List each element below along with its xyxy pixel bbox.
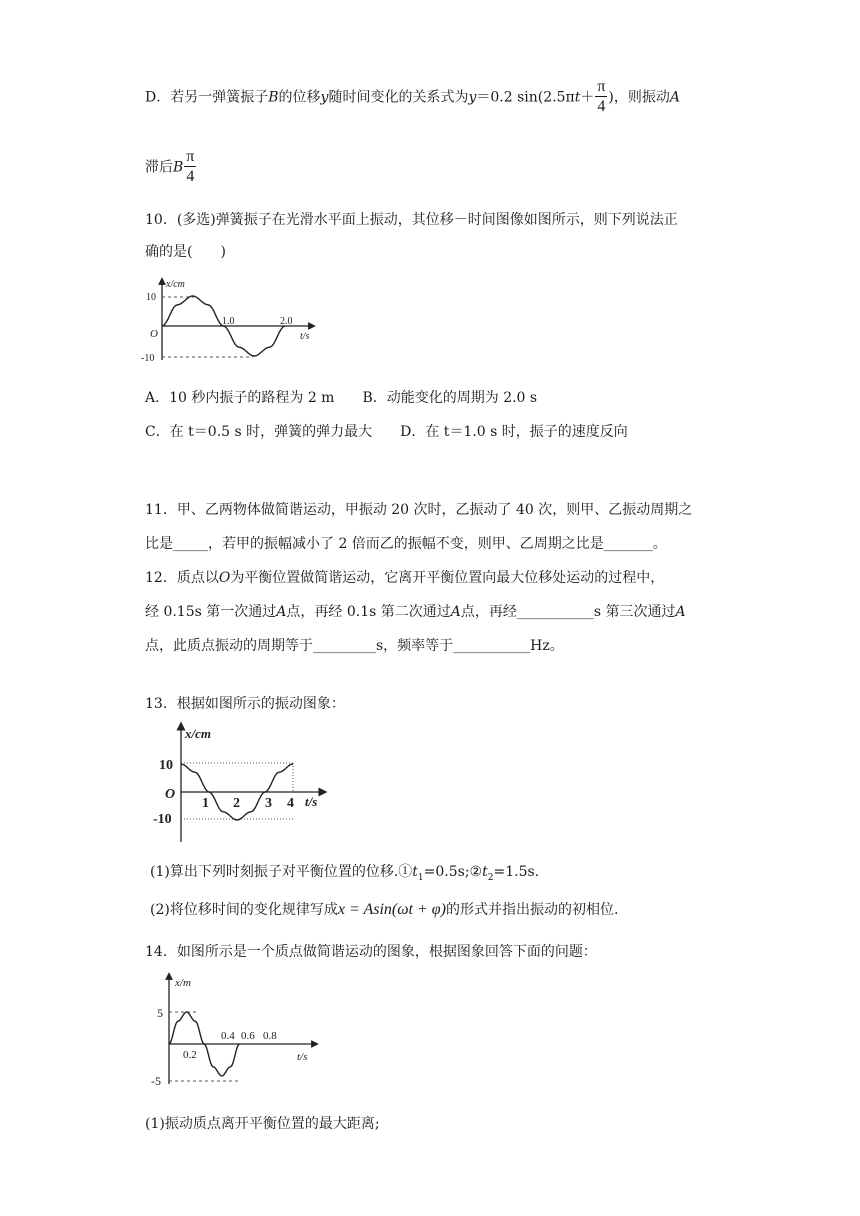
y-tick-label: -10 — [141, 353, 155, 364]
y-tick-label: 10 — [146, 292, 156, 303]
q10-options-line1: A．10 秒内振子的路程为 2 m B．动能变化的周期为 2.0 s — [145, 390, 538, 406]
y-axis-label: x/m — [175, 977, 191, 989]
q14-title: 14．如图所示是一个质点做简谐运动的图象，根据图象回答下面的问题： — [145, 944, 597, 960]
x-axis-label: t/s — [305, 794, 318, 809]
q14-sub1: (1)振动质点离开平衡位置的最大距离; — [145, 1116, 380, 1132]
fraction-pi-over-4: $\frac{\pi}{4}$ — [597, 78, 606, 115]
q11-line2: 比是_____，若甲的振幅减小了 2 倍而乙的振幅不变，则甲、乙周期之比是_______。 — [145, 536, 667, 552]
q10-stem-line1: 10．(多选)弹簧振子在光滑水平面上振动，其位移－时间图像如图所示，则下列说法正 — [145, 212, 678, 228]
q10-graph — [140, 275, 320, 375]
q12-line1: 12．质点以O为平衡位置做简谐运动，它离开平衡位置向最大位移处运动的过程中， — [145, 570, 665, 586]
x-tick-label: 1 — [202, 796, 209, 811]
q12-line3: 点，此质点振动的周期等于_________s，频率等于___________Hz。 — [145, 638, 564, 654]
q14-graph — [145, 972, 325, 1092]
x-tick-label: 0.8 — [263, 1030, 277, 1042]
x-tick-label: 0.4 — [221, 1030, 235, 1042]
x-tick-label: 2.0 — [280, 316, 293, 327]
x-tick-label: 4 — [287, 796, 294, 811]
x-tick-label: 0.6 — [241, 1030, 255, 1042]
x-axis-label: t/s — [297, 1051, 308, 1063]
x-tick-label: 2 — [233, 796, 240, 811]
y-tick-label: -5 — [151, 1074, 161, 1088]
q13-title: 13．根据如图所示的振动图象： — [145, 696, 345, 712]
q9-option-d-line2: 滞后B $\frac{\pi}{4}$ — [145, 148, 195, 185]
y-axis-label: x/cm — [185, 726, 211, 741]
origin-label: O — [165, 787, 176, 802]
q13-graph — [145, 722, 325, 852]
x-tick-label: 0.2 — [183, 1049, 197, 1061]
x-tick-label: 1.0 — [222, 316, 235, 327]
q13-sub2: (2)将位移时间的变化规律写成x = Asin(ωt + φ)的形式并指出振动的初相位. — [150, 901, 619, 918]
y-axis-label: x/cm — [166, 279, 185, 290]
y-tick-label: 5 — [157, 1006, 163, 1020]
fraction-pi-over-4: $\frac{\pi}{4}$ — [186, 148, 195, 185]
q9-option-d: D．若另一弹簧振子B的位移y随时间变化的关系式为y＝0.2 sin(2.5πt＋ $\frac{\pi}{4}$ )，则振动A — [145, 78, 681, 115]
origin-label: O — [150, 328, 158, 340]
y-tick-label: -10 — [153, 812, 172, 827]
q13-sub1: (1)算出下列时刻振子对平衡位置的位移$.①t_1=0.5s;②t_2=1.5s$. — [150, 864, 540, 883]
formula-x-asin: x = Asin(ωt + φ) — [337, 901, 446, 918]
x-tick-label: 3 — [265, 796, 272, 811]
q11-line1: 11．甲、乙两物体做简谐运动，甲振动 20 次时，乙振动了 40 次，则甲、乙振动周期之 — [145, 502, 693, 518]
q12-line2: 经 0.15s 第一次通过A点，再经 0.1s 第二次通过A点，再经___________s 第三次通过A — [145, 604, 686, 620]
q10-options-line2: C．在 t＝0.5 s 时，弹簧的弹力最大 D．在 t＝1.0 s 时，振子的速度反向 — [145, 424, 628, 440]
q10-stem-line2: 确的是( ) — [145, 244, 226, 260]
y-tick-label: 10 — [159, 758, 173, 773]
x-axis-label: t/s — [300, 331, 310, 342]
